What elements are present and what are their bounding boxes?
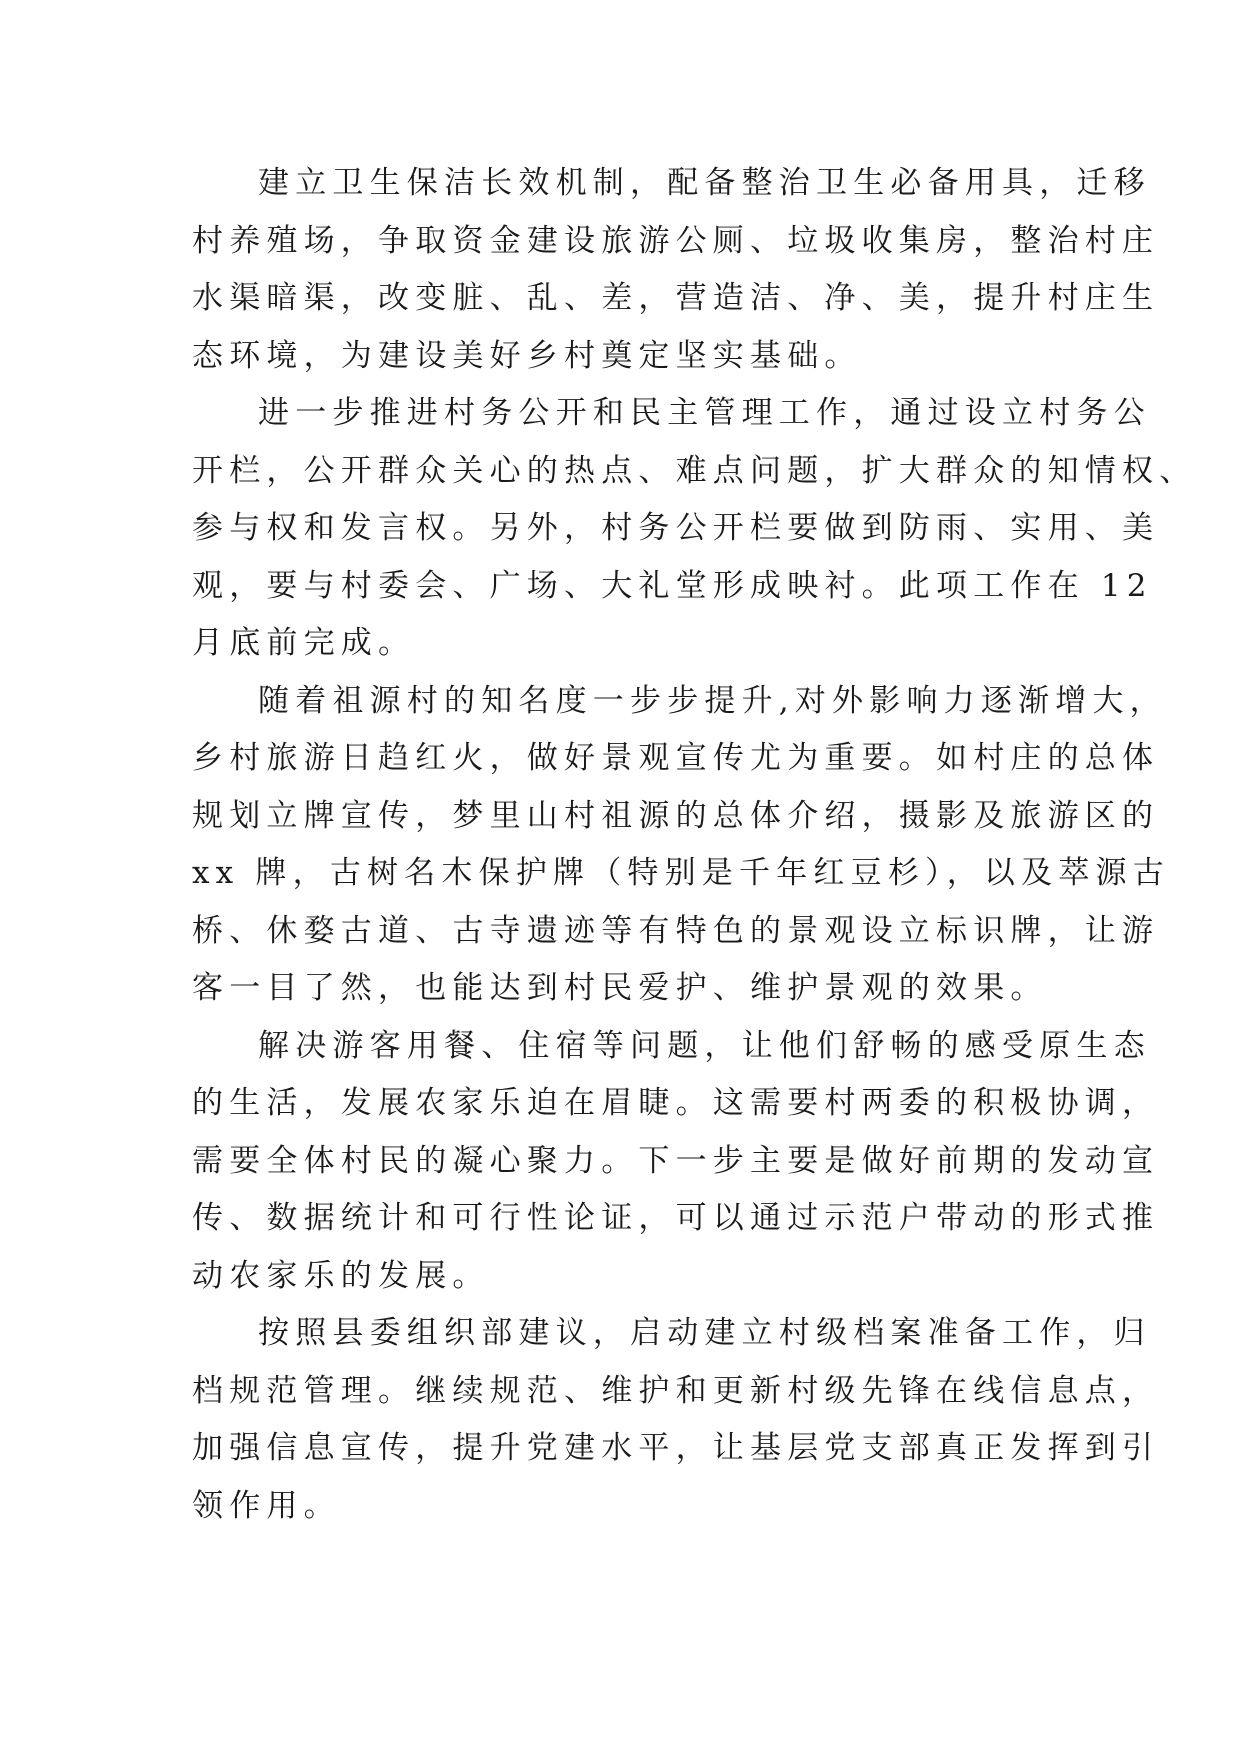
paragraph-archives	[192, 1305, 1160, 1535]
text-line: xx 牌，古树名木保护牌（特别是千年红豆杉），以及萃源古	[192, 855, 1170, 891]
text-line: 进一步推进村务公开和民主管理工作，通过设立村务公	[258, 395, 1151, 431]
paragraph-landscape-promotion	[192, 673, 1170, 1018]
text-line: 村养殖场，争取资金建设旅游公厕、垃圾收集房，整治村庄	[192, 222, 1160, 259]
text-line: 随着祖源村的知名度一步步提升,对外影响力逐渐增大，	[258, 682, 1167, 719]
paragraph-sanitation	[192, 155, 1160, 385]
text-line: 传、数据统计和可行性论证，可以通过示范户带动的形式推	[192, 1200, 1160, 1236]
text-line: 月底前完成。	[192, 625, 416, 661]
text-line: 加强信息宣传，提升党建水平，让基层党支部真正发挥到引	[192, 1430, 1160, 1466]
text-line: 客一目了然，也能达到村民爱护、维护景观的效果。	[192, 970, 1048, 1006]
text-line: 按照县委组织部建议，启动建立村级档案准备工作，归	[258, 1315, 1151, 1351]
text-line: 态环境，为建设美好乡村奠定坚实基础。	[192, 337, 862, 374]
text-line: 动农家乐的发展。	[192, 1257, 490, 1294]
text-line: 建立卫生保洁长效机制，配备整治卫生必备用具，迁移	[258, 165, 1151, 201]
text-line: 的生活，发展农家乐迫在眉睫。这需要村两委的积极协调，	[192, 1085, 1160, 1121]
text-line: 档规范管理。继续规范、维护和更新村级先锋在线信息点，	[192, 1372, 1160, 1409]
text-line: 乡村旅游日趋红火，做好景观宣传尤为重要。如村庄的总体	[192, 740, 1160, 776]
text-line: 观，要与村委会、广场、大礼堂形成映衬。此项工作在 12	[192, 567, 1153, 604]
text-line: 参与权和发言权。另外，村务公开栏要做到防雨、实用、美	[192, 510, 1160, 546]
text-line: 规划立牌宣传，梦里山村祖源的总体介绍，摄影及旅游区的	[192, 797, 1160, 834]
text-line: 领作用。	[192, 1487, 341, 1524]
text-line: 开栏，公开群众关心的热点、难点问题，扩大群众的知情权、	[192, 452, 1197, 489]
paragraph-village-affairs	[192, 385, 1197, 673]
paragraph-farm-stay	[192, 1018, 1160, 1306]
text-line: 水渠暗渠，改变脏、乱、差，营造洁、净、美，提升村庄生	[192, 280, 1160, 316]
text-line: 需要全体村民的凝心聚力。下一步主要是做好前期的发动宣	[192, 1142, 1160, 1179]
text-line: 解决游客用餐、住宿等问题，让他们舒畅的感受原生态	[258, 1027, 1151, 1064]
text-line: 桥、休婺古道、古寺遗迹等有特色的景观设立标识牌，让游	[192, 912, 1160, 949]
document-body	[192, 155, 1197, 1535]
